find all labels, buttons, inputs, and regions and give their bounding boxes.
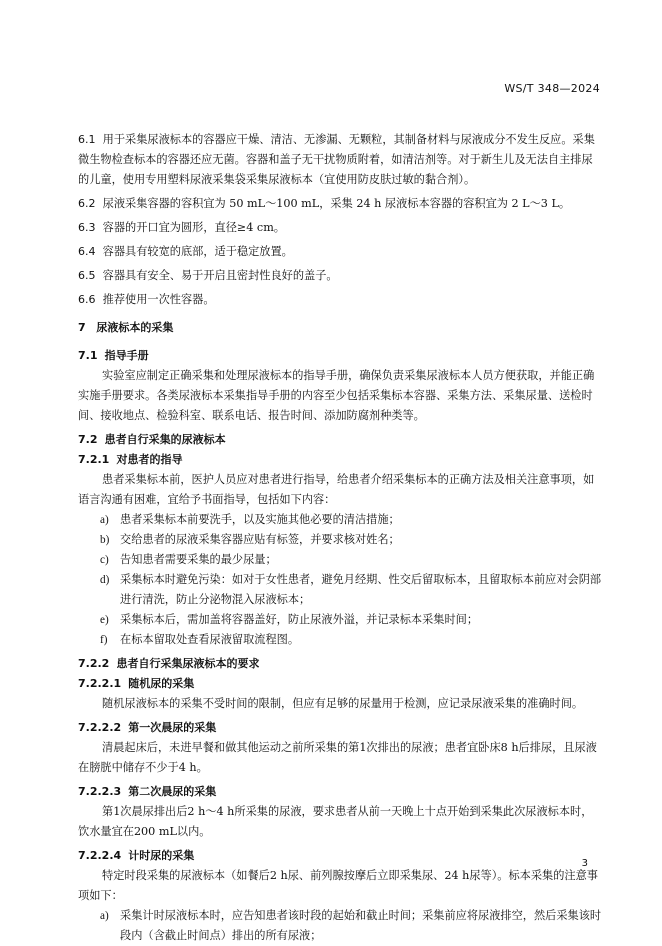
section-number: 7 [78, 321, 86, 334]
clause-text: 容器的开口宜为圆形，直径≥4 cm。 [102, 221, 285, 234]
section-title: 随机尿的采集 [128, 677, 195, 690]
section-title: 计时尿的采集 [128, 849, 195, 862]
section-number: 7.2 [78, 433, 98, 446]
list-text: 交给患者的尿液采集容器应贴有标签，并要求核对姓名； [120, 533, 400, 546]
section-number: 7.1 [78, 349, 98, 362]
list-item [100, 906, 602, 946]
clause-number: 6.6 [78, 293, 96, 306]
section-title: 第一次晨尿的采集 [128, 721, 217, 734]
clause-6-4 [78, 242, 602, 262]
list-item [100, 530, 602, 550]
list-text: 采集标本后，需加盖将容器盖好，防止尿液外溢，并记录标本采集时间； [120, 613, 479, 626]
clause-number: 6.1 [78, 133, 96, 146]
clause-6-1 [78, 130, 602, 190]
list-text: 在标本留取处查看尿液留取流程图。 [120, 633, 300, 646]
section-7-2-1-heading [78, 450, 602, 470]
list-text: 采集标本时避免污染：如对于女性患者，避免月经期、性交后留取标本，且留取标本前应对会阴部进行清洗，防止分泌物混入尿液标本； [120, 573, 602, 606]
list-item [100, 630, 602, 650]
section-title: 患者自行采集尿液标本的要求 [116, 657, 260, 670]
clause-6-3 [78, 218, 602, 238]
list-item [100, 510, 602, 530]
section-number: 7.2.2.3 [78, 785, 122, 798]
clause-text: 容器具有安全、易于开启且密封性良好的盖子。 [102, 269, 338, 282]
clause-number: 6.4 [78, 245, 96, 258]
section-7-2-2-1-text: 随机尿液标本的采集不受时间的限制，但应有足够的尿量用于检测，应记录尿液采集的准确时间。 [102, 697, 584, 710]
clause-6-2 [78, 194, 602, 214]
section-7-2-2-4-heading [78, 846, 602, 866]
document-body [78, 130, 602, 946]
list-marker: b) [100, 534, 110, 546]
section-7-2-2-1-heading [78, 674, 602, 694]
list-marker: d) [100, 574, 110, 586]
list-item [100, 550, 602, 570]
timed-urine-list [100, 906, 602, 946]
clause-text: 推荐使用一次性容器。 [102, 293, 215, 306]
section-title: 对患者的指导 [116, 453, 183, 466]
section-7-1-text: 实验室应制定正确采集和处理尿液标本的指导手册，确保负责采集尿液标本人员方便获取，并能正确实施手册要求。各类尿液标本采集指导手册的内容至少包括采集标本容器、采集方法、采集尿量、送检时间、接收地点、检验科室、联系电话、报告时间、添加防腐剂种类等。 [78, 369, 595, 422]
clause-text: 容器具有较宽的底部，适于稳定放置。 [102, 245, 293, 258]
page-number: 3 [581, 858, 588, 869]
list-marker: e) [100, 614, 109, 626]
section-7-2-2-heading [78, 654, 602, 674]
list-marker: c) [100, 554, 109, 566]
section-7-2-heading [78, 430, 602, 450]
clause-number: 6.5 [78, 269, 96, 282]
standard-code: WS/T 348—2024 [504, 82, 600, 95]
section-7-2-2-2-heading [78, 718, 602, 738]
clause-6-5 [78, 266, 602, 286]
list-text: 采集计时尿液标本时，应告知患者该时段的起始和截止时间；采集前应将尿液排空，然后采集该时段内（含截止时间点）排出的所有尿液； [120, 909, 602, 942]
section-title: 尿液标本的采集 [96, 321, 174, 334]
section-number: 7.2.2.1 [78, 677, 122, 690]
section-7-2-1-intro: 患者采集标本前，医护人员应对患者进行指导，给患者介绍采集标本的正确方法及相关注意事项，如语言沟通有困难，宜给予书面指导，包括如下内容： [78, 473, 595, 506]
section-number: 7.2.2.4 [78, 849, 122, 862]
clause-number: 6.3 [78, 221, 96, 234]
clause-text: 用于采集尿液标本的容器应干燥、清洁、无渗漏、无颗粒，其制备材料与尿液成分不发生反应。采集微生物检查标本的容器还应无菌。容器和盖子无干扰物质附着，如清洁剂等。对于新生儿及无法自主排尿的儿童，使用专用塑料尿液采集袋采集尿液标本（宜使用防皮肤过敏的黏合剂）。 [78, 133, 595, 186]
section-7-2-2-3-heading [78, 782, 602, 802]
list-text: 告知患者需要采集的最少尿量； [120, 553, 277, 566]
section-number: 7.2.1 [78, 453, 110, 466]
section-7-2-2-4-intro: 特定时段采集的尿液标本（如餐后2 h尿、前列腺按摩后立即采集尿、24 h尿等）。标本采集的注意事项如下： [78, 869, 598, 902]
section-title: 患者自行采集的尿液标本 [104, 433, 226, 446]
instruction-list [100, 510, 602, 650]
section-title: 第二次晨尿的采集 [128, 785, 217, 798]
clause-6-6 [78, 290, 602, 310]
list-item [100, 570, 602, 610]
clause-number: 6.2 [78, 197, 96, 210]
section-number: 7.2.2 [78, 657, 110, 670]
clause-text: 尿液采集容器的容积宜为 50 mL～100 mL，采集 24 h 尿液标本容器的容积宜为 2 L～3 L。 [102, 197, 571, 210]
list-marker: a) [100, 910, 109, 922]
list-marker: f) [100, 634, 108, 646]
section-7-1-heading [78, 346, 602, 366]
section-7-2-2-3-text: 第1次晨尿排出后2 h～4 h所采集的尿液，要求患者从前一天晚上十点开始到采集此次尿液标本时，饮水量宜在200 mL以内。 [78, 805, 593, 838]
section-title: 指导手册 [104, 349, 149, 362]
list-item [100, 610, 602, 630]
section-7-heading [78, 318, 602, 338]
list-marker: a) [100, 514, 109, 526]
list-text: 患者采集标本前要洗手，以及实施其他必要的清洁措施； [120, 513, 400, 526]
section-number: 7.2.2.2 [78, 721, 122, 734]
section-7-2-2-2-text: 清晨起床后，未进早餐和做其他运动之前所采集的第1次排出的尿液；患者宜卧床8 h后排尿，且尿液在膀胱中储存不少于4 h。 [78, 741, 597, 774]
